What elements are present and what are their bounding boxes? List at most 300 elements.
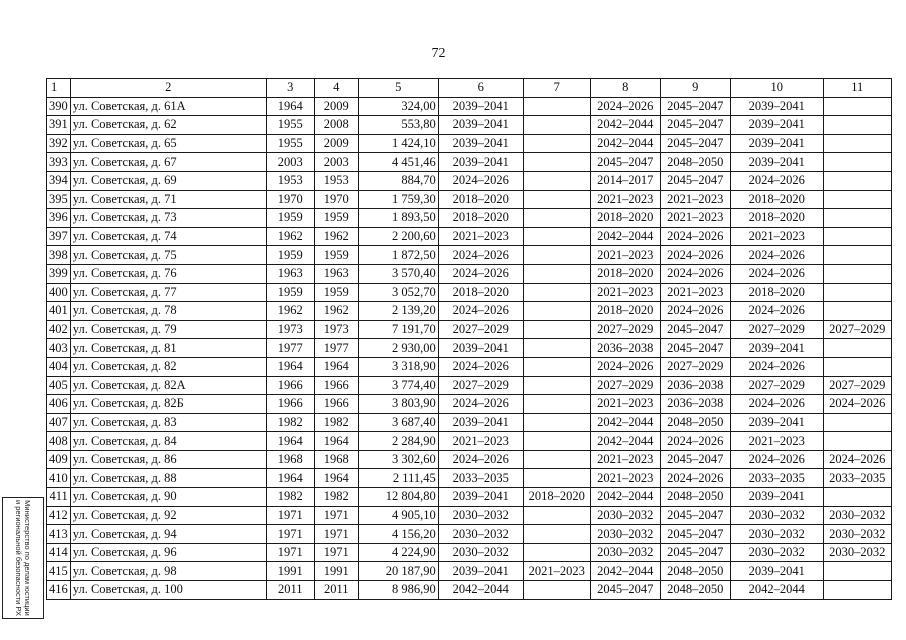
- table-row: [47, 525, 892, 544]
- cell-col-9: 2024–2026: [660, 469, 730, 488]
- cell-col-9: 2048–2050: [660, 153, 730, 172]
- cell-col-4: 1970: [314, 190, 358, 209]
- cell-col-8: 2042–2044: [590, 488, 660, 507]
- cell-col-9: 2027–2029: [660, 357, 730, 376]
- cell-col-3: 1973: [266, 320, 314, 339]
- cell-col-3: 1955: [266, 116, 314, 135]
- cell-col-9: 2048–2050: [660, 413, 730, 432]
- cell-col-4: 1968: [314, 450, 358, 469]
- cell-col-4: 1959: [314, 246, 358, 265]
- cell-col-7: [523, 134, 590, 153]
- cell-col-2: ул. Советская, д. 90: [70, 488, 266, 507]
- cell-col-6: 2024–2026: [438, 357, 523, 376]
- cell-col-10: 2042–2044: [730, 581, 823, 600]
- cell-col-1: 399: [47, 264, 71, 283]
- cell-col-5: 3 302,60: [358, 450, 438, 469]
- cell-col-1: 410: [47, 469, 71, 488]
- cell-col-4: 1971: [314, 506, 358, 525]
- cell-col-9: 2045–2047: [660, 97, 730, 116]
- column-header-1: 1: [47, 79, 71, 98]
- table-row: [47, 450, 892, 469]
- cell-col-11: 2030–2032: [823, 525, 891, 544]
- cell-col-5: 4 905,10: [358, 506, 438, 525]
- cell-col-11: [823, 134, 891, 153]
- cell-col-3: 1964: [266, 432, 314, 451]
- cell-col-9: 2045–2047: [660, 450, 730, 469]
- cell-col-1: 392: [47, 134, 71, 153]
- cell-col-6: 2039–2041: [438, 562, 523, 581]
- table-row: [47, 413, 892, 432]
- cell-col-7: [523, 246, 590, 265]
- cell-col-9: 2048–2050: [660, 581, 730, 600]
- cell-col-6: 2018–2020: [438, 209, 523, 228]
- cell-col-4: 1964: [314, 357, 358, 376]
- cell-col-7: [523, 116, 590, 135]
- cell-col-5: 3 774,40: [358, 376, 438, 395]
- cell-col-4: 1959: [314, 209, 358, 228]
- cell-col-3: 1971: [266, 543, 314, 562]
- cell-col-1: 396: [47, 209, 71, 228]
- cell-col-9: 2024–2026: [660, 227, 730, 246]
- cell-col-11: [823, 116, 891, 135]
- cell-col-2: ул. Советская, д. 69: [70, 171, 266, 190]
- cell-col-11: [823, 357, 891, 376]
- cell-col-1: 401: [47, 302, 71, 321]
- cell-col-2: ул. Советская, д. 100: [70, 581, 266, 600]
- cell-col-8: 2036–2038: [590, 339, 660, 358]
- table-row: [47, 562, 892, 581]
- cell-col-2: ул. Советская, д. 82: [70, 357, 266, 376]
- cell-col-4: 1982: [314, 488, 358, 507]
- cell-col-5: 3 052,70: [358, 283, 438, 302]
- cell-col-6: 2039–2041: [438, 413, 523, 432]
- cell-col-8: 2018–2020: [590, 209, 660, 228]
- cell-col-4: 1971: [314, 543, 358, 562]
- cell-col-2: ул. Советская, д. 61А: [70, 97, 266, 116]
- ministry-stamp: [2, 497, 44, 619]
- cell-col-4: 1966: [314, 395, 358, 414]
- cell-col-2: ул. Советская, д. 84: [70, 432, 266, 451]
- cell-col-9: 2045–2047: [660, 506, 730, 525]
- cell-col-3: 1953: [266, 171, 314, 190]
- cell-col-10: 2033–2035: [730, 469, 823, 488]
- cell-col-1: 394: [47, 171, 71, 190]
- cell-col-1: 413: [47, 525, 71, 544]
- column-header-11: 11: [823, 79, 891, 98]
- cell-col-2: ул. Советская, д. 74: [70, 227, 266, 246]
- column-header-5: 5: [358, 79, 438, 98]
- cell-col-8: 2045–2047: [590, 153, 660, 172]
- cell-col-9: 2048–2050: [660, 562, 730, 581]
- cell-col-11: [823, 264, 891, 283]
- cell-col-1: 411: [47, 488, 71, 507]
- cell-col-4: 1971: [314, 525, 358, 544]
- cell-col-8: 2042–2044: [590, 562, 660, 581]
- cell-col-2: ул. Советская, д. 92: [70, 506, 266, 525]
- cell-col-3: 1966: [266, 395, 314, 414]
- cell-col-6: 2039–2041: [438, 339, 523, 358]
- cell-col-7: [523, 413, 590, 432]
- cell-col-7: [523, 395, 590, 414]
- cell-col-5: 553,80: [358, 116, 438, 135]
- stamp-text: Министерство по делам юстиции и региональной безопасности РХ: [14, 499, 32, 617]
- table-row: [47, 302, 892, 321]
- cell-col-10: 2039–2041: [730, 413, 823, 432]
- cell-col-1: 402: [47, 320, 71, 339]
- cell-col-11: [823, 97, 891, 116]
- cell-col-1: 390: [47, 97, 71, 116]
- cell-col-10: 2021–2023: [730, 432, 823, 451]
- column-header-6: 6: [438, 79, 523, 98]
- cell-col-10: 2030–2032: [730, 506, 823, 525]
- cell-col-8: 2021–2023: [590, 283, 660, 302]
- cell-col-11: 2030–2032: [823, 543, 891, 562]
- cell-col-1: 409: [47, 450, 71, 469]
- cell-col-10: 2027–2029: [730, 376, 823, 395]
- cell-col-11: [823, 488, 891, 507]
- cell-col-3: 1955: [266, 134, 314, 153]
- cell-col-11: 2033–2035: [823, 469, 891, 488]
- cell-col-8: 2021–2023: [590, 246, 660, 265]
- table-row: [47, 264, 892, 283]
- cell-col-4: 1963: [314, 264, 358, 283]
- cell-col-2: ул. Советская, д. 78: [70, 302, 266, 321]
- column-header-9: 9: [660, 79, 730, 98]
- cell-col-10: 2018–2020: [730, 283, 823, 302]
- cell-col-11: 2024–2026: [823, 450, 891, 469]
- cell-col-2: ул. Советская, д. 88: [70, 469, 266, 488]
- cell-col-4: 1991: [314, 562, 358, 581]
- table-row: [47, 581, 892, 600]
- cell-col-1: 398: [47, 246, 71, 265]
- cell-col-7: [523, 97, 590, 116]
- cell-col-8: 2042–2044: [590, 432, 660, 451]
- cell-col-1: 391: [47, 116, 71, 135]
- cell-col-5: 2 284,90: [358, 432, 438, 451]
- cell-col-3: 1982: [266, 413, 314, 432]
- cell-col-1: 407: [47, 413, 71, 432]
- cell-col-9: 2024–2026: [660, 302, 730, 321]
- cell-col-2: ул. Советская, д. 65: [70, 134, 266, 153]
- cell-col-10: 2027–2029: [730, 320, 823, 339]
- column-header-4: 4: [314, 79, 358, 98]
- cell-col-6: 2024–2026: [438, 450, 523, 469]
- cell-col-10: 2039–2041: [730, 339, 823, 358]
- cell-col-10: 2018–2020: [730, 190, 823, 209]
- table-row: [47, 134, 892, 153]
- cell-col-5: 2 200,60: [358, 227, 438, 246]
- cell-col-4: 2009: [314, 134, 358, 153]
- column-header-3: 3: [266, 79, 314, 98]
- cell-col-1: 400: [47, 283, 71, 302]
- cell-col-10: 2024–2026: [730, 302, 823, 321]
- cell-col-2: ул. Советская, д. 83: [70, 413, 266, 432]
- cell-col-3: 1968: [266, 450, 314, 469]
- cell-col-5: 4 156,20: [358, 525, 438, 544]
- table-row: [47, 469, 892, 488]
- column-header-7: 7: [523, 79, 590, 98]
- cell-col-1: 404: [47, 357, 71, 376]
- table-header-row: [47, 79, 892, 98]
- cell-col-3: 1971: [266, 506, 314, 525]
- cell-col-11: 2027–2029: [823, 376, 891, 395]
- cell-col-11: [823, 283, 891, 302]
- cell-col-10: 2024–2026: [730, 450, 823, 469]
- cell-col-3: 1962: [266, 227, 314, 246]
- cell-col-7: [523, 209, 590, 228]
- cell-col-7: [523, 376, 590, 395]
- table-row: [47, 283, 892, 302]
- cell-col-4: 1977: [314, 339, 358, 358]
- table-row: [47, 339, 892, 358]
- cell-col-6: 2024–2026: [438, 264, 523, 283]
- cell-col-3: 1977: [266, 339, 314, 358]
- table-row: [47, 357, 892, 376]
- cell-col-9: 2024–2026: [660, 264, 730, 283]
- cell-col-11: [823, 413, 891, 432]
- cell-col-4: 1973: [314, 320, 358, 339]
- cell-col-7: 2021–2023: [523, 562, 590, 581]
- cell-col-10: 2021–2023: [730, 227, 823, 246]
- column-header-10: 10: [730, 79, 823, 98]
- cell-col-3: 1982: [266, 488, 314, 507]
- cell-col-7: [523, 171, 590, 190]
- cell-col-5: 2 111,45: [358, 469, 438, 488]
- cell-col-4: 1964: [314, 469, 358, 488]
- table-row: [47, 543, 892, 562]
- cell-col-4: 1982: [314, 413, 358, 432]
- cell-col-10: 2024–2026: [730, 171, 823, 190]
- cell-col-11: [823, 246, 891, 265]
- table-row: [47, 320, 892, 339]
- cell-col-2: ул. Советская, д. 96: [70, 543, 266, 562]
- cell-col-5: 4 451,46: [358, 153, 438, 172]
- page-number: 72: [431, 46, 446, 61]
- cell-col-6: 2027–2029: [438, 320, 523, 339]
- cell-col-11: [823, 171, 891, 190]
- cell-col-2: ул. Советская, д. 77: [70, 283, 266, 302]
- cell-col-2: ул. Советская, д. 75: [70, 246, 266, 265]
- cell-col-7: [523, 432, 590, 451]
- cell-col-8: 2030–2032: [590, 543, 660, 562]
- cell-col-5: 3 318,90: [358, 357, 438, 376]
- cell-col-4: 1953: [314, 171, 358, 190]
- cell-col-4: 2009: [314, 97, 358, 116]
- cell-col-4: 1962: [314, 227, 358, 246]
- cell-col-5: 12 804,80: [358, 488, 438, 507]
- cell-col-3: 2011: [266, 581, 314, 600]
- cell-col-1: 412: [47, 506, 71, 525]
- cell-col-5: 1 424,10: [358, 134, 438, 153]
- cell-col-6: 2039–2041: [438, 116, 523, 135]
- cell-col-1: 397: [47, 227, 71, 246]
- cell-col-6: 2024–2026: [438, 302, 523, 321]
- cell-col-1: 416: [47, 581, 71, 600]
- cell-col-6: 2030–2032: [438, 525, 523, 544]
- cell-col-8: 2045–2047: [590, 581, 660, 600]
- cell-col-6: 2024–2026: [438, 246, 523, 265]
- cell-col-9: 2045–2047: [660, 339, 730, 358]
- cell-col-3: 1970: [266, 190, 314, 209]
- cell-col-6: 2030–2032: [438, 543, 523, 562]
- cell-col-5: 324,00: [358, 97, 438, 116]
- cell-col-7: [523, 581, 590, 600]
- cell-col-8: 2024–2026: [590, 357, 660, 376]
- cell-col-7: [523, 543, 590, 562]
- cell-col-1: 408: [47, 432, 71, 451]
- cell-col-2: ул. Советская, д. 94: [70, 525, 266, 544]
- cell-col-9: 2045–2047: [660, 543, 730, 562]
- cell-col-8: 2018–2020: [590, 302, 660, 321]
- cell-col-5: 1 893,50: [358, 209, 438, 228]
- cell-col-7: [523, 469, 590, 488]
- cell-col-11: [823, 581, 891, 600]
- cell-col-9: 2045–2047: [660, 525, 730, 544]
- cell-col-4: 1959: [314, 283, 358, 302]
- cell-col-6: 2024–2026: [438, 171, 523, 190]
- cell-col-7: 2018–2020: [523, 488, 590, 507]
- cell-col-7: [523, 450, 590, 469]
- cell-col-6: 2039–2041: [438, 153, 523, 172]
- table-row: [47, 488, 892, 507]
- cell-col-10: 2039–2041: [730, 116, 823, 135]
- cell-col-6: 2027–2029: [438, 376, 523, 395]
- cell-col-5: 8 986,90: [358, 581, 438, 600]
- cell-col-2: ул. Советская, д. 79: [70, 320, 266, 339]
- cell-col-3: 1991: [266, 562, 314, 581]
- cell-col-4: 1962: [314, 302, 358, 321]
- table-row: [47, 395, 892, 414]
- cell-col-2: ул. Советская, д. 98: [70, 562, 266, 581]
- cell-col-1: 414: [47, 543, 71, 562]
- column-header-2: 2: [70, 79, 266, 98]
- cell-col-1: 406: [47, 395, 71, 414]
- cell-col-11: 2027–2029: [823, 320, 891, 339]
- cell-col-5: 4 224,90: [358, 543, 438, 562]
- cell-col-10: 2039–2041: [730, 488, 823, 507]
- cell-col-2: ул. Советская, д. 62: [70, 116, 266, 135]
- cell-col-5: 3 570,40: [358, 264, 438, 283]
- cell-col-7: [523, 357, 590, 376]
- cell-col-8: 2021–2023: [590, 469, 660, 488]
- cell-col-4: 2003: [314, 153, 358, 172]
- cell-col-6: 2039–2041: [438, 488, 523, 507]
- cell-col-7: [523, 506, 590, 525]
- cell-col-1: 403: [47, 339, 71, 358]
- cell-col-4: 2008: [314, 116, 358, 135]
- cell-col-8: 2018–2020: [590, 264, 660, 283]
- cell-col-6: 2021–2023: [438, 227, 523, 246]
- cell-col-8: 2042–2044: [590, 227, 660, 246]
- table-row: [47, 171, 892, 190]
- cell-col-4: 2011: [314, 581, 358, 600]
- cell-col-2: ул. Советская, д. 82А: [70, 376, 266, 395]
- table-row: [47, 506, 892, 525]
- cell-col-2: ул. Советская, д. 73: [70, 209, 266, 228]
- table-row: [47, 227, 892, 246]
- cell-col-1: 395: [47, 190, 71, 209]
- cell-col-5: 884,70: [358, 171, 438, 190]
- cell-col-5: 1 759,30: [358, 190, 438, 209]
- cell-col-5: 3 687,40: [358, 413, 438, 432]
- cell-col-3: 1959: [266, 209, 314, 228]
- cell-col-10: 2030–2032: [730, 525, 823, 544]
- cell-col-3: 1963: [266, 264, 314, 283]
- cell-col-5: 1 872,50: [358, 246, 438, 265]
- cell-col-2: ул. Советская, д. 76: [70, 264, 266, 283]
- cell-col-9: 2036–2038: [660, 376, 730, 395]
- cell-col-8: 2027–2029: [590, 376, 660, 395]
- cell-col-10: 2030–2032: [730, 543, 823, 562]
- cell-col-8: 2042–2044: [590, 116, 660, 135]
- cell-col-9: 2045–2047: [660, 171, 730, 190]
- cell-col-10: 2024–2026: [730, 357, 823, 376]
- cell-col-8: 2014–2017: [590, 171, 660, 190]
- cell-col-8: 2027–2029: [590, 320, 660, 339]
- cell-col-9: 2024–2026: [660, 246, 730, 265]
- cell-col-11: 2024–2026: [823, 395, 891, 414]
- cell-col-5: 2 139,20: [358, 302, 438, 321]
- cell-col-9: 2024–2026: [660, 432, 730, 451]
- cell-col-6: 2018–2020: [438, 190, 523, 209]
- cell-col-8: 2021–2023: [590, 450, 660, 469]
- cell-col-11: [823, 432, 891, 451]
- cell-col-5: 3 803,90: [358, 395, 438, 414]
- cell-col-11: [823, 339, 891, 358]
- cell-col-6: 2039–2041: [438, 97, 523, 116]
- cell-col-10: 2024–2026: [730, 395, 823, 414]
- cell-col-3: 1964: [266, 469, 314, 488]
- cell-col-7: [523, 264, 590, 283]
- cell-col-7: [523, 153, 590, 172]
- cell-col-6: 2039–2041: [438, 134, 523, 153]
- column-header-8: 8: [590, 79, 660, 98]
- cell-col-1: 405: [47, 376, 71, 395]
- table-row: [47, 432, 892, 451]
- cell-col-9: 2045–2047: [660, 116, 730, 135]
- cell-col-7: [523, 283, 590, 302]
- table-row: [47, 190, 892, 209]
- cell-col-11: [823, 153, 891, 172]
- cell-col-6: 2018–2020: [438, 283, 523, 302]
- cell-col-8: 2024–2026: [590, 97, 660, 116]
- cell-col-9: 2021–2023: [660, 190, 730, 209]
- cell-col-8: 2042–2044: [590, 413, 660, 432]
- table-row: [47, 116, 892, 135]
- cell-col-6: 2030–2032: [438, 506, 523, 525]
- cell-col-11: [823, 227, 891, 246]
- cell-col-7: [523, 320, 590, 339]
- cell-col-11: 2030–2032: [823, 506, 891, 525]
- cell-col-3: 1971: [266, 525, 314, 544]
- cell-col-2: ул. Советская, д. 67: [70, 153, 266, 172]
- cell-col-10: 2024–2026: [730, 264, 823, 283]
- cell-col-1: 415: [47, 562, 71, 581]
- cell-col-10: 2039–2041: [730, 153, 823, 172]
- cell-col-8: 2030–2032: [590, 525, 660, 544]
- cell-col-2: ул. Советская, д. 71: [70, 190, 266, 209]
- cell-col-11: [823, 190, 891, 209]
- cell-col-3: 2003: [266, 153, 314, 172]
- cell-col-10: 2018–2020: [730, 209, 823, 228]
- table-row: [47, 209, 892, 228]
- cell-col-7: [523, 227, 590, 246]
- cell-col-9: 2048–2050: [660, 488, 730, 507]
- cell-col-6: 2024–2026: [438, 395, 523, 414]
- cell-col-6: 2021–2023: [438, 432, 523, 451]
- cell-col-6: 2033–2035: [438, 469, 523, 488]
- cell-col-8: 2030–2032: [590, 506, 660, 525]
